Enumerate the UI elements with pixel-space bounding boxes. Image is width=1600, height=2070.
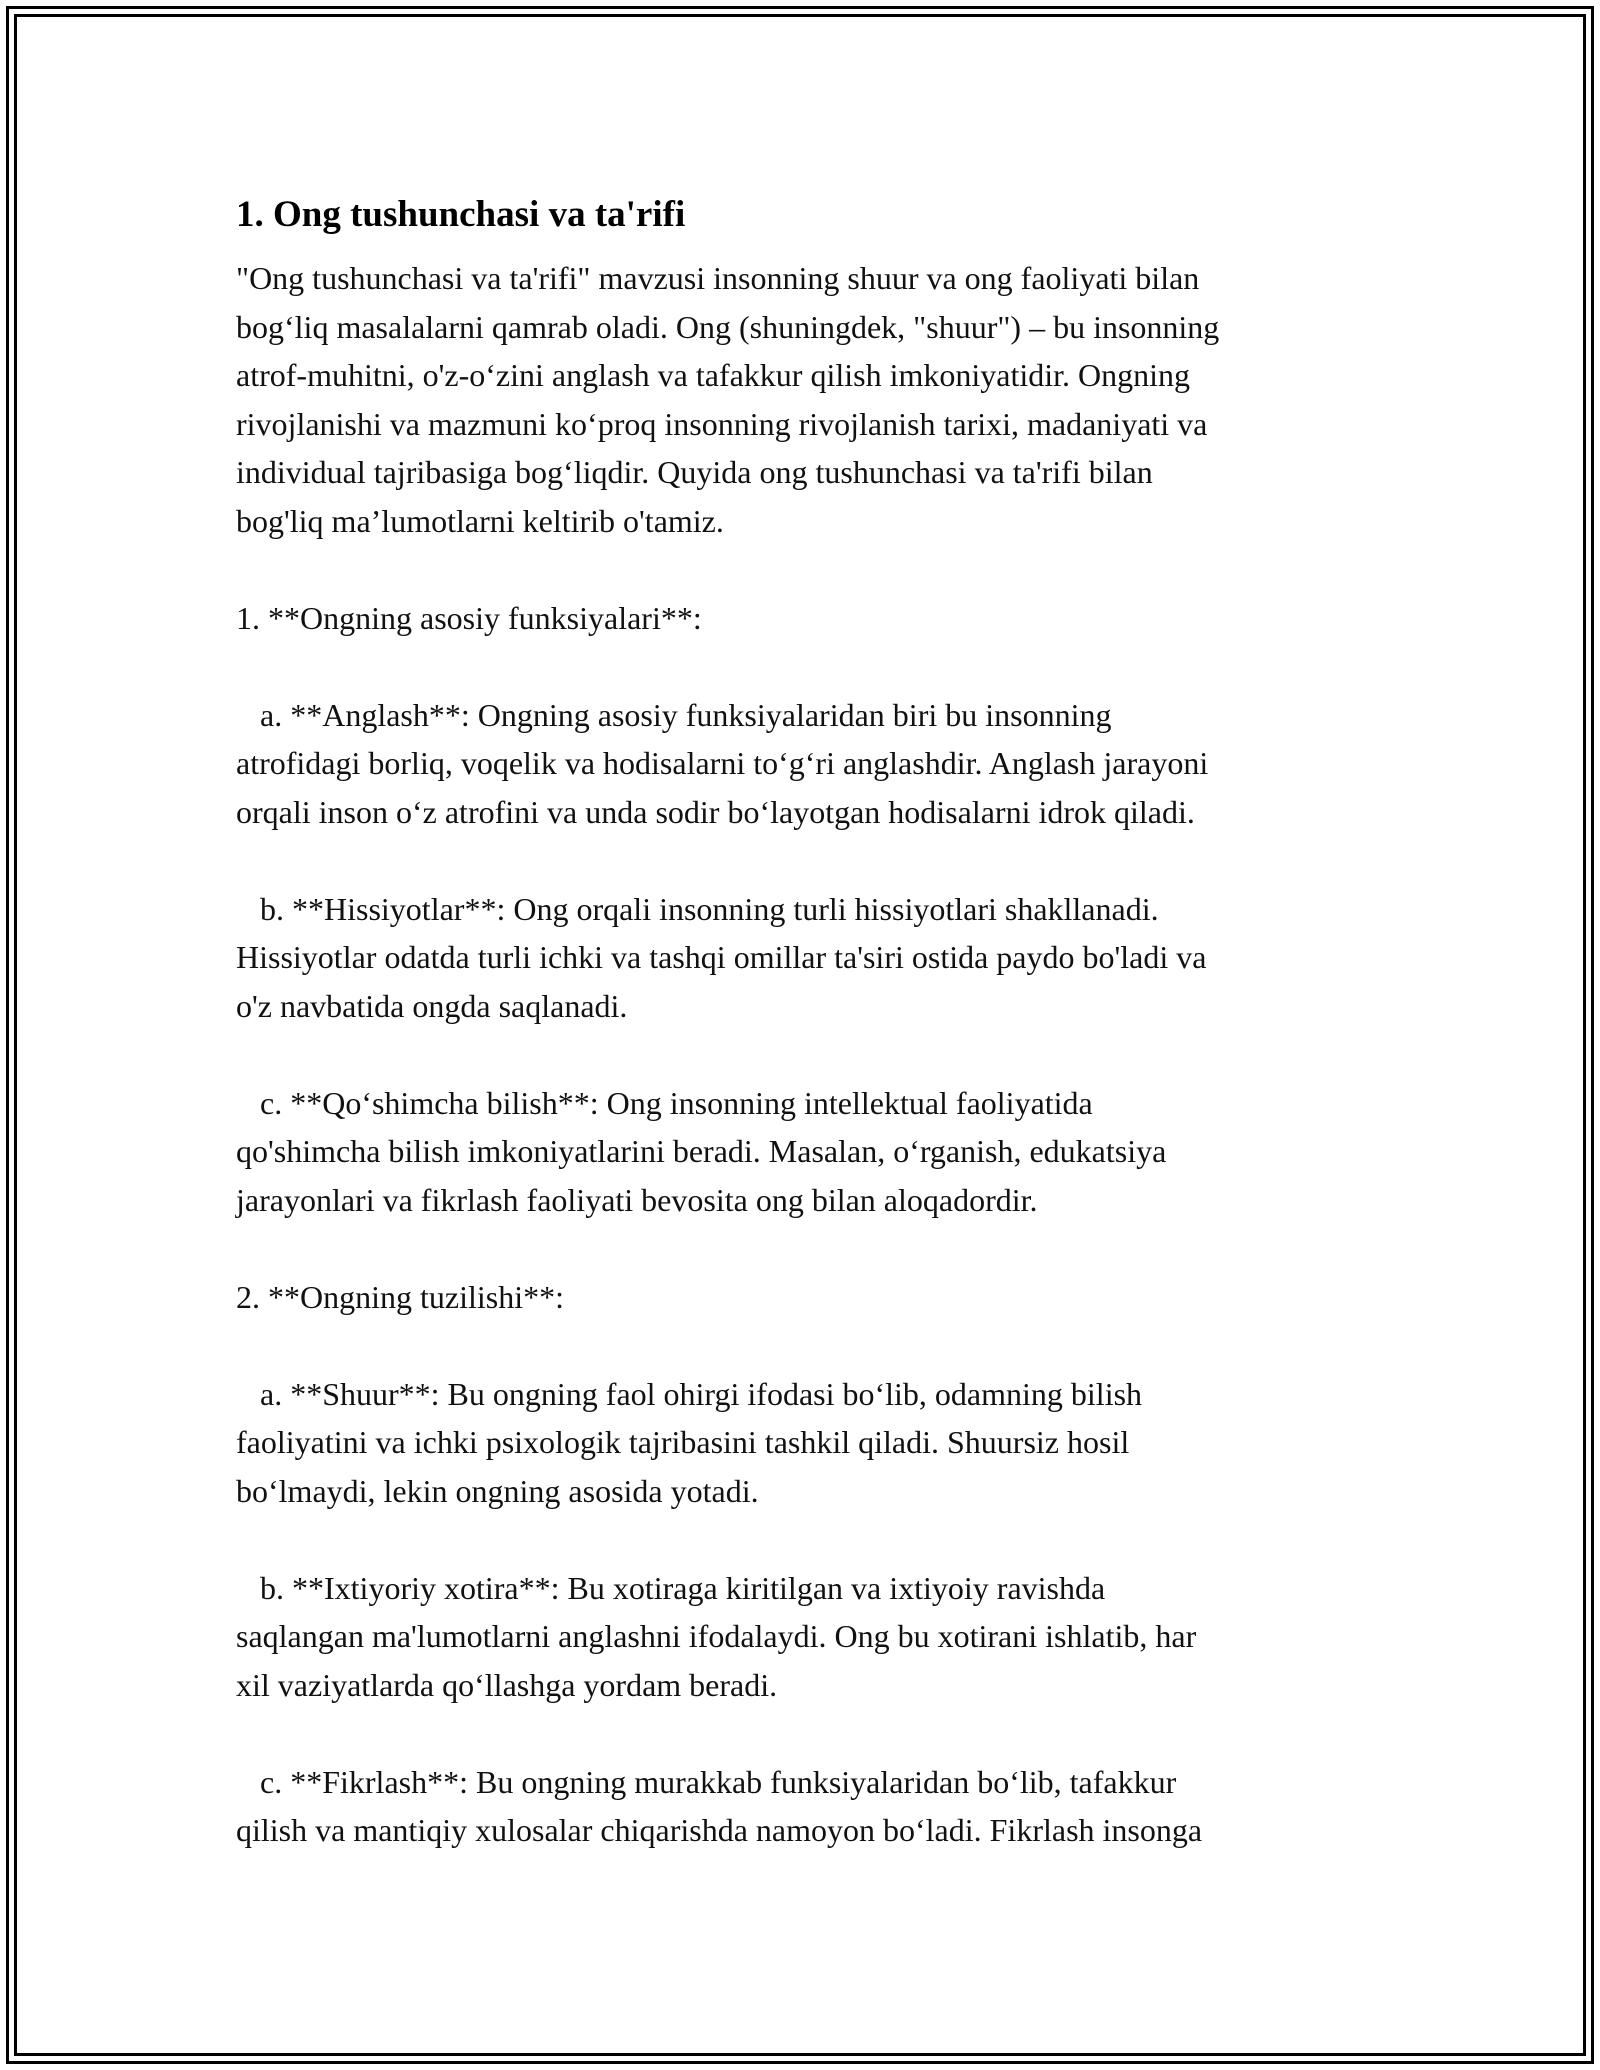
text-line: xil vaziyatlarda qo‘llashga yordam beradi. [236, 1666, 778, 1703]
text-line: c. **Qo‘shimcha bilish**: Ong insonning intellektual faoliyatida [236, 1084, 1093, 1121]
text-line: rivojlanishi va mazmuni ko‘proq insonning rivojlanish tarixi, madaniyati va [236, 405, 1208, 442]
text-line: a. **Anglash**: Ongning asosiy funksiyalaridan biri bu insonning [236, 696, 1112, 733]
paragraph [236, 1079, 1376, 1225]
text-line: saqlangan ma'lumotlarni anglashni ifodalaydi. Ong bu xotirani ishlatib, har [236, 1618, 1197, 1654]
document-body [236, 190, 1376, 1903]
text-line: orqali inson o‘z atrofini va unda sodir bo‘layotgan hodisalarni idrok qiladi. [236, 793, 1195, 830]
paragraph [236, 254, 1376, 545]
text-line: c. **Fikrlash**: Bu ongning murakkab funksiyalaridan bo‘lib, tafakkur [236, 1763, 1177, 1800]
text-line: jarayonlari va fikrlash faoliyati bevosita ong bilan aloqadordir. [236, 1181, 1038, 1218]
text-line: a. **Shuur**: Bu ongning faol ohirgi ifodasi bo‘lib, odamning bilish [236, 1375, 1143, 1412]
paragraph [236, 691, 1376, 837]
text-line: atrof-muhitni, o'z-o‘zini anglash va tafakkur qilish imkoniyatidir. Ongning [236, 357, 1191, 393]
text-line: bog'liq ma’lumotlarni keltirib o'tamiz. [236, 502, 724, 539]
paragraph [236, 594, 1376, 643]
text-line: qilish va mantiqiy xulosalar chiqarishda namoyon bo‘ladi. Fikrlash insonga [236, 1812, 1203, 1848]
text-line: 1. **Ongning asosiy funksiyalari**: [236, 599, 702, 636]
paragraph [236, 1273, 1376, 1322]
text-line: individual tajribasiga bog‘liqdir. Quyida ong tushunchasi va ta'rifi bilan [236, 454, 1153, 490]
text-line: b. **Hissiyotlar**: Ong orqali insonning turli hissiyotlari shakllanadi. [236, 890, 1159, 927]
paragraph [236, 885, 1376, 1031]
paragraph [236, 1564, 1376, 1710]
text-line: "Ong tushunchasi va ta'rifi" mavzusi insonning shuur va ong faoliyati bilan [236, 260, 1200, 296]
text-line: bo‘lmaydi, lekin ongning asosida yotadi. [236, 1472, 759, 1509]
section-heading: 1. Ong tushunchasi va ta'rifi [236, 194, 686, 235]
text-line: atrofidagi borliq, voqelik va hodisalarni to‘g‘ri anglashdir. Anglash jarayoni [236, 745, 1209, 781]
text-line: o'z navbatida ongda saqlanadi. [236, 987, 628, 1024]
paragraph-list [236, 254, 1376, 1855]
text-line: Hissiyotlar odatda turli ichki va tashqi omillar ta'siri ostida paydo bo'ladi va [236, 939, 1207, 975]
text-line: bog‘liq masalalarni qamrab oladi. Ong (shuningdek, "shuur") – bu insonning [236, 308, 1220, 345]
paragraph [236, 1758, 1376, 1855]
text-line: faoliyatini va ichki psixologik tajribasini tashkil qiladi. Shuursiz hosil [236, 1424, 1130, 1460]
text-line: qo'shimcha bilish imkoniyatlarini beradi. Masalan, o‘rganish, edukatsiya [236, 1133, 1167, 1169]
text-line: 2. **Ongning tuzilishi**: [236, 1278, 564, 1315]
text-line: b. **Ixtiyoriy xotira**: Bu xotiraga kiritilgan va ixtiyoiy ravishda [236, 1569, 1106, 1606]
paragraph [236, 1370, 1376, 1516]
